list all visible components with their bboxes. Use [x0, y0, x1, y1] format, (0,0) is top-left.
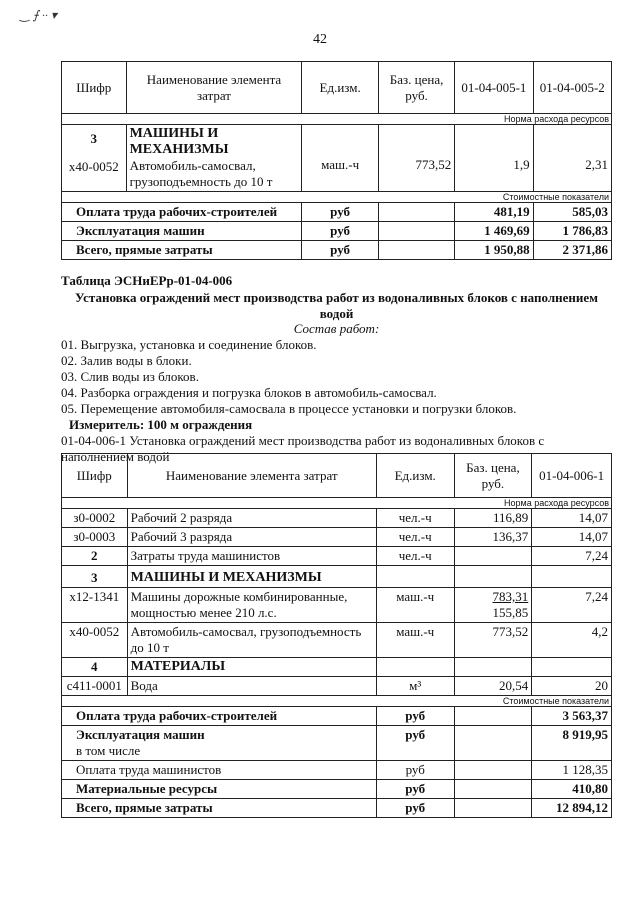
- works-label: Состав работ:: [293, 321, 380, 336]
- meter: Измеритель: 100 м ограждения: [69, 417, 253, 432]
- corner-handwritten-mark: ‿ ⨍ ·· ▾: [20, 8, 57, 22]
- norms-table-01-04-006: [61, 453, 612, 818]
- header-col-2: 01-04-005-2: [533, 62, 611, 114]
- section-code: 4: [62, 658, 128, 677]
- list-item: 01. Выгрузка, установка и соединение блоков.: [61, 337, 317, 352]
- total-name: Всего, прямые затраты: [62, 799, 377, 818]
- list-item: 02. Залив воды в блоки.: [61, 353, 192, 368]
- table-row: [62, 509, 612, 528]
- total-name: Оплата труда рабочих-строителей: [62, 203, 302, 222]
- section-code: 3: [90, 131, 98, 146]
- total-name: Материальные ресурсы: [62, 780, 377, 799]
- row-price: 783,31: [492, 589, 529, 604]
- row-value-2: 2,31: [533, 125, 611, 192]
- total-value-1: 1 950,88: [455, 241, 533, 260]
- norma-label: Норма расхода ресурсов: [62, 498, 612, 509]
- row-unit: маш.-ч: [376, 588, 454, 623]
- total-unit: руб: [376, 799, 454, 818]
- total-row: [62, 203, 612, 222]
- page-number: 42: [313, 32, 327, 47]
- row-price: 136,37: [454, 528, 532, 547]
- norma-label-row: [62, 498, 612, 509]
- header-unit: Ед.изм.: [302, 62, 378, 114]
- total-value-2: 1 786,83: [533, 222, 611, 241]
- total-row: [62, 761, 612, 780]
- row-value: 7,24: [532, 547, 612, 566]
- table-row: [62, 125, 612, 192]
- header-col-1: 01-04-006-1: [532, 454, 612, 498]
- row-name: Затраты труда машинистов: [127, 547, 376, 566]
- row-value: 20: [532, 677, 612, 696]
- total-value-1: 1 469,69: [455, 222, 533, 241]
- total-row: [62, 241, 612, 260]
- works-list: [61, 337, 621, 465]
- total-value-2: 585,03: [533, 203, 611, 222]
- header-code: Шифр: [62, 454, 128, 498]
- total-value: 12 894,12: [532, 799, 612, 818]
- table-row: [62, 677, 612, 696]
- row-unit: маш.-ч: [376, 623, 454, 658]
- row-value: 14,07: [532, 509, 612, 528]
- row-code: х40-0052: [62, 623, 128, 658]
- total-value: 1 128,35: [532, 761, 612, 780]
- table-title: Таблица ЭСНиЕРр-01-04-006: [61, 273, 233, 288]
- total-row: [62, 799, 612, 818]
- row-name: Автомобиль-самосвал, грузоподъемность до 10 т: [129, 158, 273, 189]
- row-name: Автомобиль-самосвал, грузоподъемность до 10 т: [127, 623, 376, 658]
- header-price: Баз. цена, руб.: [378, 62, 454, 114]
- section-title: МАТЕРИАЛЫ: [127, 658, 376, 677]
- row-price: 773,52: [378, 125, 454, 192]
- total-unit: руб: [376, 726, 454, 761]
- row-price: 116,89: [454, 509, 532, 528]
- header-price: Баз. цена, руб.: [454, 454, 532, 498]
- row-code: х40-0052: [68, 159, 119, 174]
- row-unit: чел.-ч: [376, 528, 454, 547]
- row-value: 4,2: [532, 623, 612, 658]
- table-row: [62, 588, 612, 623]
- total-value-2: 2 371,86: [533, 241, 611, 260]
- row-code: 2: [62, 547, 128, 566]
- header-name: Наименование элемента затрат: [127, 454, 376, 498]
- row-value: 14,07: [532, 528, 612, 547]
- row-value-1: 1,9: [455, 125, 533, 192]
- cost-label: Стоимостные показатели: [62, 696, 612, 707]
- cost-label-row: [62, 192, 612, 203]
- total-row: [62, 726, 612, 761]
- row-name: Машины дорожные комбинированные, мощностью менее 210 л.с.: [127, 588, 376, 623]
- total-name: Оплата труда машинистов: [62, 761, 377, 780]
- table-row: [62, 547, 612, 566]
- total-subnote: в том числе: [76, 743, 141, 758]
- row-unit: м³: [376, 677, 454, 696]
- list-item: 05. Перемещение автомобиля-самосвала в процессе установки и погрузки блоков.: [61, 401, 517, 416]
- row-code: с411-0001: [62, 677, 128, 696]
- section-title: МАШИНЫ И МЕХАНИЗМЫ: [127, 566, 376, 588]
- total-unit: руб: [376, 707, 454, 726]
- norma-label: Норма расхода ресурсов: [62, 114, 612, 125]
- row-name: Рабочий 3 разряда: [127, 528, 376, 547]
- table-row: [62, 623, 612, 658]
- row-price: 773,52: [454, 623, 532, 658]
- total-name: Оплата труда рабочих-строителей: [62, 707, 377, 726]
- section-title: МАШИНЫ И МЕХАНИЗМЫ: [129, 126, 229, 157]
- section-row: [62, 566, 612, 588]
- total-value: 3 563,37: [532, 707, 612, 726]
- row-unit: чел.-ч: [376, 509, 454, 528]
- table-row: [62, 528, 612, 547]
- total-unit: руб: [302, 222, 378, 241]
- total-unit: руб: [376, 761, 454, 780]
- header-code: Шифр: [62, 62, 127, 114]
- total-value-1: 481,19: [455, 203, 533, 222]
- total-value: 8 919,95: [532, 726, 612, 761]
- norma-label-row: [62, 114, 612, 125]
- norms-table-01-04-005: [61, 61, 612, 260]
- table-header-row: [62, 454, 612, 498]
- list-item: 03. Слив воды из блоков.: [61, 369, 199, 384]
- cost-label: Стоимостные показатели: [62, 192, 612, 203]
- row-code: з0-0002: [62, 509, 128, 528]
- row-unit: чел.-ч: [376, 547, 454, 566]
- total-name: Всего, прямые затраты: [62, 241, 302, 260]
- cost-label-row: [62, 696, 612, 707]
- total-unit: руб: [302, 203, 378, 222]
- section-code: 3: [62, 566, 128, 588]
- row-unit: маш.-ч: [302, 125, 378, 192]
- total-unit: руб: [376, 780, 454, 799]
- total-row: [62, 780, 612, 799]
- row-name: Рабочий 2 разряда: [127, 509, 376, 528]
- total-row: [62, 222, 612, 241]
- list-item: 04. Разборка ограждения и погрузка блоков в автомобиль-самосвал.: [61, 385, 437, 400]
- total-unit: руб: [302, 241, 378, 260]
- header-col-1: 01-04-005-1: [455, 62, 533, 114]
- table-heading: Установка ограждений мест производства работ из водоналивных блоков с наполнением водой: [75, 290, 598, 321]
- row-code: з0-0003: [62, 528, 128, 547]
- row-price: 20,54: [454, 677, 532, 696]
- total-value: 410,80: [532, 780, 612, 799]
- section-row: [62, 658, 612, 677]
- header-unit: Ед.изм.: [376, 454, 454, 498]
- row-code: х12-1341: [62, 588, 128, 623]
- total-name: Эксплуатация машин: [62, 222, 302, 241]
- row-value: 7,24: [532, 588, 612, 623]
- total-row: [62, 707, 612, 726]
- item-description: 01-04-006-1 Установка ограждений мест производства работ из водоналивных блоков с наполнением водой: [61, 433, 545, 464]
- row-price-secondary: 155,85: [492, 605, 529, 620]
- row-name: Вода: [127, 677, 376, 696]
- table-header-row: [62, 62, 612, 114]
- header-name: Наименование элемента затрат: [126, 62, 302, 114]
- total-name: Эксплуатация машин: [76, 727, 205, 742]
